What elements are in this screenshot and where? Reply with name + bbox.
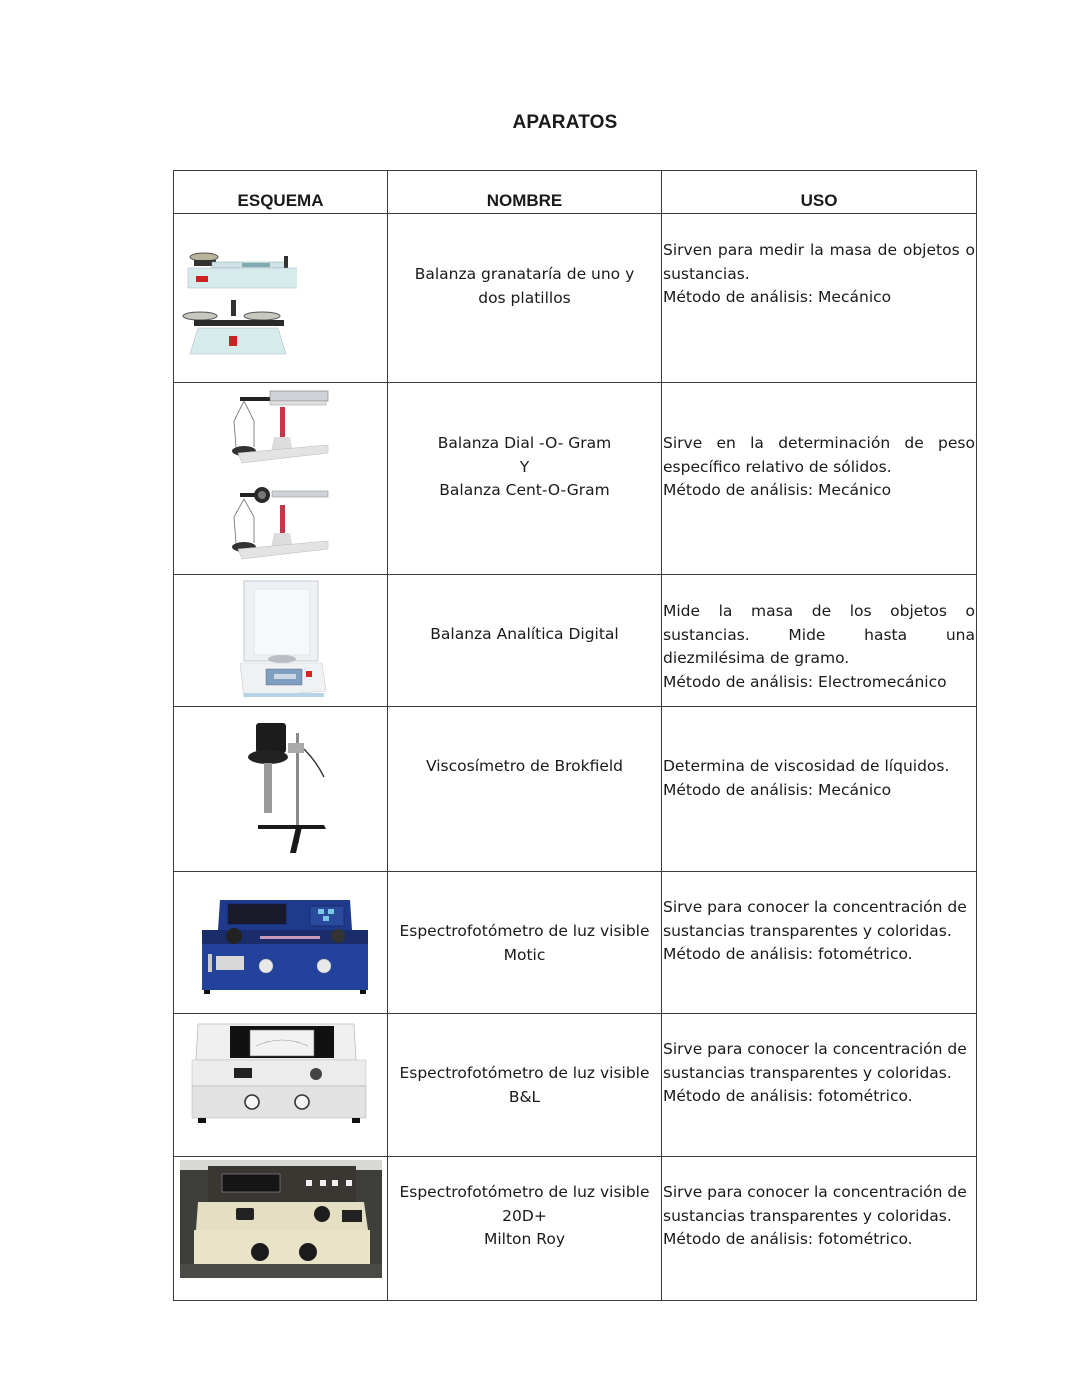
nombre-cell: [388, 872, 662, 1014]
uso-cell: [662, 575, 977, 707]
uso-line: Determina de viscosidad de líquidos.: [663, 757, 950, 775]
table-row: [174, 575, 977, 707]
uso-line: Método de análisis: fotométrico.: [663, 945, 913, 963]
apparatus-table: [173, 170, 977, 1301]
uso-line: Sirve para conocer la concentración de: [663, 1183, 967, 1201]
uso-line: Mide la masa de los objetos o: [663, 602, 975, 620]
uso-line: sustancias.: [663, 264, 750, 283]
equipment-name-line: Balanza Analítica Digital: [430, 625, 619, 643]
equipment-name-line: B&L: [508, 1087, 541, 1106]
equipment-name-line: Balanza Cent-O-Gram: [439, 481, 610, 499]
equipment-name-line: Balanza granataría de uno y: [414, 265, 635, 283]
bl-spectrophotometer-image: [184, 1020, 374, 1128]
uso-line: diezmilésima de gramo.: [663, 649, 850, 667]
uso-cell: [662, 1014, 977, 1157]
equipment-name-line: Motic: [503, 945, 546, 964]
uso-line: específico relativo de sólidos.: [663, 457, 892, 476]
uso-line: Sirve en la determinación de peso: [663, 434, 975, 452]
equipment-name-line: Y: [519, 457, 530, 476]
equipment-name-line: Milton Roy: [483, 1230, 566, 1248]
uso-line: Método de análisis: fotométrico.: [663, 1087, 913, 1105]
uso-line: Método de análisis: Mecánico: [663, 288, 892, 306]
uso-cell: [662, 383, 977, 575]
dial-o-gram-and-cent-o-gram-balance-image: [232, 387, 332, 569]
analytical-digital-balance-image: [238, 579, 328, 703]
motic-spectrophotometer-image: [200, 896, 370, 1006]
uso-cell: [662, 872, 977, 1014]
equipment-name-line: Espectrofotómetro de luz visible: [399, 1064, 650, 1082]
table-row: [174, 383, 977, 575]
triple-beam-and-double-pan-balance-image: [182, 250, 297, 374]
nombre-cell: [388, 1014, 662, 1157]
equipment-name-line: Balanza Dial -O- Gram: [437, 434, 612, 452]
page-title: APARATOS: [512, 112, 618, 133]
equipment-name-line: 20D+: [502, 1206, 547, 1225]
table-row: [174, 214, 977, 383]
header-nombre: NOMBRE: [388, 171, 662, 214]
milton-roy-20d-spectrophotometer-image: [180, 1160, 382, 1278]
brookfield-viscometer-image: [246, 721, 336, 857]
uso-line: Sirven para medir la masa de objetos o: [663, 241, 975, 259]
esquema-cell: [174, 214, 388, 383]
equipment-name-line: dos platillos: [478, 288, 571, 307]
uso-line: sustancias transparentes y coloridas.: [663, 921, 952, 940]
table-row: [174, 1014, 977, 1157]
uso-line: sustancias transparentes y coloridas.: [663, 1206, 952, 1225]
header-uso: USO: [662, 171, 977, 214]
esquema-cell: [174, 872, 388, 1014]
equipment-name-line: Espectrofotómetro de luz visible: [399, 922, 650, 940]
uso-line: sustancias. Mide hasta una: [663, 625, 975, 644]
table-row: [174, 707, 977, 872]
esquema-cell: [174, 1014, 388, 1157]
esquema-cell: [174, 1157, 388, 1301]
uso-line: Método de análisis: Mecánico: [663, 481, 892, 499]
uso-line: Sirve para conocer la concentración de: [663, 1040, 967, 1058]
equipment-name-line: Viscosímetro de Brokfield: [425, 757, 624, 775]
esquema-cell: [174, 575, 388, 707]
uso-cell: [662, 1157, 977, 1301]
uso-line: Método de análisis: Mecánico: [663, 780, 892, 799]
esquema-cell: [174, 707, 388, 872]
table-header-row: [174, 171, 977, 214]
table-row: [174, 872, 977, 1014]
uso-line: sustancias transparentes y coloridas.: [663, 1063, 952, 1082]
uso-line: Método de análisis: Electromecánico: [663, 672, 947, 691]
nombre-cell: [388, 707, 662, 872]
uso-line: Sirve para conocer la concentración de: [663, 898, 967, 916]
nombre-cell: [388, 1157, 662, 1301]
equipment-name-line: Espectrofotómetro de luz visible: [399, 1183, 650, 1201]
uso-cell: [662, 707, 977, 872]
table-row: [174, 1157, 977, 1301]
nombre-cell: [388, 214, 662, 383]
header-esquema: ESQUEMA: [174, 171, 388, 214]
nombre-cell: [388, 383, 662, 575]
uso-line: Método de análisis: fotométrico.: [663, 1230, 913, 1248]
esquema-cell: [174, 383, 388, 575]
uso-cell: [662, 214, 977, 383]
nombre-cell: [388, 575, 662, 707]
